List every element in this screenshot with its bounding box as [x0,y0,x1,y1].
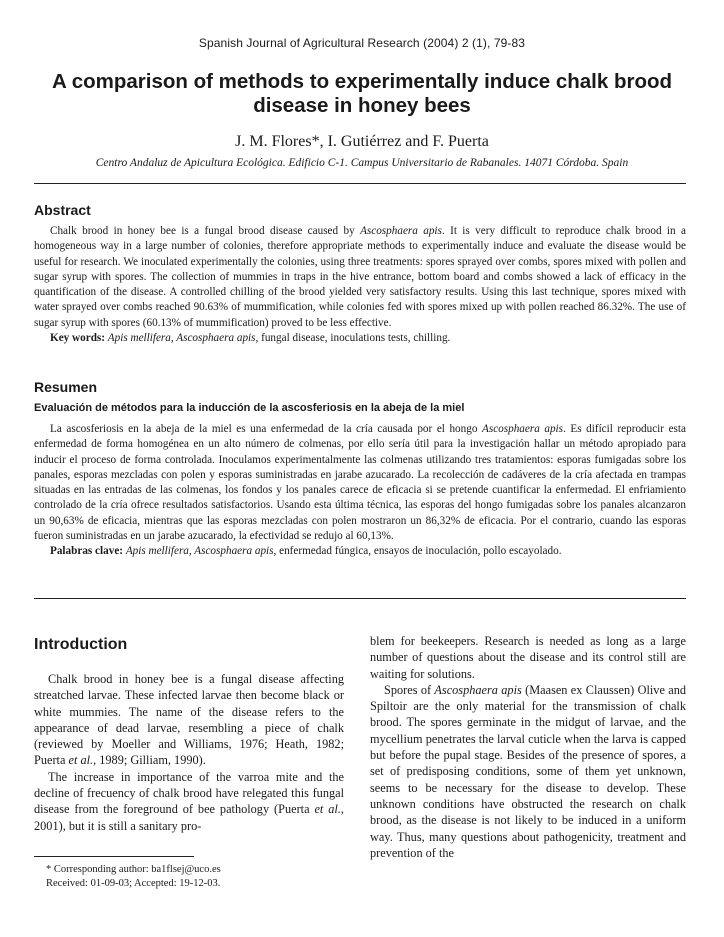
footnote [34,863,334,891]
resumen-body [34,422,686,560]
top-divider [34,183,686,184]
resumen-paragraph: La ascosferiosis en la abeja de la miel es una enfermedad de la cría causada por el hongo Ascosphaera apis. Es difícil reproducir esta enfermedad de forma homogénea en un alto número de colmenas, por ello sería útil para la investigación hallar un método apropiado para inducir el proceso de forma controlada. Inoculamos experimentalmente las colmenas utilizando tres tratamientos: esporas fumigadas sobre los panales, esporas mezcladas con polen y esporas suministradas en jarabe azucarado. La recolección de cadáveres de la cría afectada en trampas situadas en las entradas de las colmenas, los fondos y los panales carece de eficacia si se pretende cuantificar la enfermedad. El enfriamiento controlado de la cría ofrece resultados satisfactorios. Usando esta última técnica, las esporas del hongo fumigadas sobre los panales alcanzaron un 90,63% de eficacia, mientras que las esporas mezcladas con polen mostraron un 86,32% de eficacia. Por el contrario, cuando las esporas fueron suministradas en un jarabe azucarado, la efectividad se redujo al 60,13%. [34,423,686,543]
resumen-keywords: Palabras clave: Apis mellifera, Ascosphaera apis, enfermedad fúngica, ensayos de inoculación, pollo escayolado. [50,545,562,558]
intro-right-column [370,633,686,861]
intro-paragraph-1: Chalk brood in honey bee is a fungal disease affecting streatched larvae. These infected larvae then become black or white mummies. The name of the disease refers to the appearance of dead larvae, resembling a piece of chalk (reviewed by Moeller and Williams, 1976; Heath, 1982; Puerta et al., 1989; Gilliam, 1990). [34,672,344,768]
intro-left-column [34,671,344,834]
title-line-2: disease in honey bees [253,94,471,117]
introduction-heading: Introduction [34,636,128,653]
resumen-subtitle: Evaluación de métodos para la inducción de la ascosferiosis en la abeja de la miel [34,402,465,414]
intro-paragraph-2: The increase in importance of the varroa mite and the decline of frecuency of chalk brood have relegated this fungal disease from the foreground of bee pathology (Puerta et al., 2001), but it is still a sanitary pro- [34,769,344,833]
intro-paragraph-3: Spores of Ascosphaera apis (Maasen ex Claussen) Olive and Spiltoir are the only material for the transmission of chalk brood. The spores germinate in the midgut of larvae, and the mycellium penetrates the larval cuticle when the larva is capped but before the pupal stage. Besides of the presence of spores, a set of predisposing conditions, some of them yet unknown, seems to be necessary for the disease to develop. These unknown conditions have obstructed the research on chalk brood, as the disease is not likely to be induced in a uniform way. Thus, many questions about pathogenicity, treatment and prevention of the [370,682,686,860]
article-title [40,70,684,118]
abstract-keywords: Key words: Apis mellifera, Ascosphaera apis, fungal disease, inoculations tests, chilling. [50,332,451,345]
resumen-heading: Resumen [34,379,98,395]
abstract-heading: Abstract [34,202,91,218]
mid-divider [34,598,686,599]
affiliation: Centro Andaluz de Apicultura Ecológica. Edificio C-1. Campus Universitario de Rabanales. 14071 Córdoba. Spain [95,157,629,169]
journal-header: Spanish Journal of Agricultural Research (2004) 2 (1), 79-83 [198,36,526,50]
authors: J. M. Flores*, I. Gutiérrez and F. Puerta [235,133,489,150]
abstract-paragraph: Chalk brood in honey bee is a fungal brood disease caused by Ascosphaera apis. It is very difficult to reproduce chalk brood in a homogeneous way in a large number of colonies, therefore appropriate methods to experimentally induce and evaluate the disease would be useful for research. We inoculated experimentally the colonies, using three treatments: spores sprayed over combs, spores mixed with pollen and sugar syrup with spores. The collection of mummies in traps in the hive entrance, bottom board and combs showed a lack of efficacy in the quantification of the disease. A controlled chilling of the brood yielded very satisfactory results. Using this last technique, spores mixed with water sprayed over combs reached 90.63% of mummification, while colonies fed with spores mixed up with pollen reached 86.32%. The use of sugar syrup with spores (60.13% of mummification) proved to be less effective. [34,225,686,329]
title-line-1: A comparison of methods to experimentally induce chalk brood [51,70,673,93]
footnote-divider [34,856,194,857]
intro-paragraph-continued: blem for beekeepers. Research is needed as long as a large number of questions about the disease and its control still are waiting for solutions. [370,634,686,681]
received-accepted: Received: 01-09-03; Accepted: 19-12-03. [46,878,221,889]
abstract-body [34,224,686,346]
corresponding-author: * Corresponding author: ba1flsej@uco.es [46,864,221,875]
